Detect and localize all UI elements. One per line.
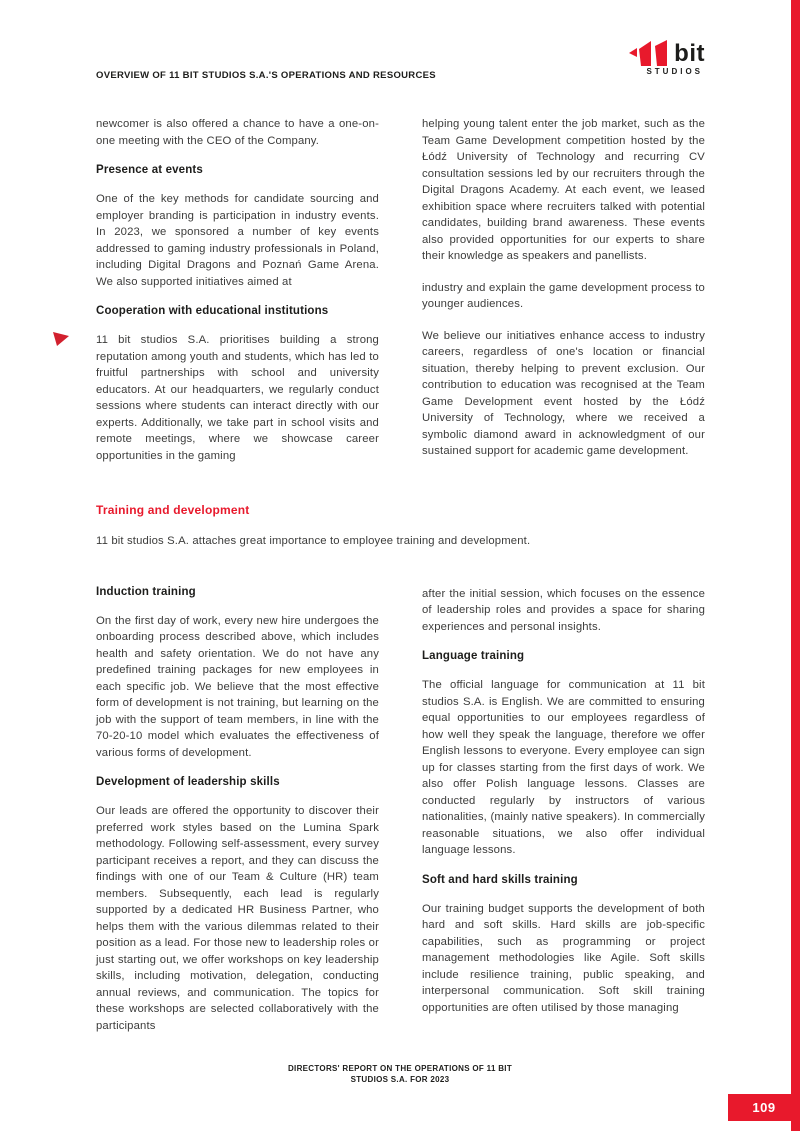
column-right — [422, 116, 705, 479]
heading-cooperation-educational: Cooperation with educational institutions — [96, 305, 329, 317]
heading-leadership-skills: Development of leadership skills — [96, 776, 280, 788]
section-header-title: OVERVIEW OF 11 BIT STUDIOS S.A.'S OPERATIONS AND RESOURCES — [96, 70, 436, 81]
paragraph-induction: On the first day of work, every new hire undergoes the onboarding process described above, which includes health and safety orientation. We do not have any predefined training packages for new employees in each specific job. We believe that the most effective form of development is not training, but learning on the job with the support of team members, in line with the 70-20-10 model which evaluates the effectiveness of various forms of development. — [96, 614, 379, 759]
paragraph-young-talent: helping young talent enter the job market, such as the Team Game Development competition hosted by the Łódź University of Technology and recurring CV consultation sessions led by our recruiters through the Digital Dragons Academy. At each event, we leased exhibition space where recruiters talked with potential candidates, building brand awareness. These events also provided opportunities for our experts to share their knowledge as speakers and panellists. — [422, 118, 705, 262]
section-training-intro — [96, 503, 705, 550]
footer-line-1: DIRECTORS' REPORT ON THE OPERATIONS OF 11 BIT — [287, 1064, 513, 1073]
paragraph-leadership: Our leads are offered the opportunity to discover their preferred work styles based on the Lumina Spark methodology. Following self-assessment, every survey participant receives a report, and they can discuss the findings with one of our Team & Culture (HR) team members. Subsequently, each lead is regularly supported by a dedicated HR Business Partner, who helps them with the various dilemmas related to their position as a lead. For those new to leadership roles or just starting out, we offer workshops on key leadership skills, including motivation, delegation, conducting annual reviews, and communication. The topics for these workshops are selected collaboratively with the participants — [96, 805, 379, 1032]
heading-training-and-development: Training and development — [96, 503, 250, 517]
heading-presence-at-events: Presence at events — [96, 164, 203, 176]
paragraph-language: The official language for communication at 11 bit studios S.A. is English. We are committed to ensuring equal opportunities to our employees regardless of how well they speak the language, therefore we offer English lessons to everyone. Every employee can sign up for classes starting from the first days of work. We also offer Polish language lessons. Classes are conducted regularly by instructors of various nationalities, (mainly native speakers). In commercially reasonable situations, we also offer individual language lessons. — [422, 679, 705, 856]
red-triangle-marker-icon — [52, 328, 70, 346]
heading-language-training: Language training — [422, 650, 525, 662]
paragraph-education-partnerships: 11 bit studios S.A. prioritises building a strong reputation among youth and students, which has led to fruitful partnerships with school and university educators. At our headquarters, we regularly conduct sessions where students can interact directly with our experts. Additionally, we take part in school visits and remote meetings, where we showcase career opportunities in the gaming — [96, 334, 379, 462]
logo-bit-text: bit — [674, 40, 705, 67]
paragraph-events: One of the key methods for candidate sourcing and employer branding is participation in industry events. In 2023, we sponsored a number of key events addressed to gaming industry professionals in Poland, including Digital Dragons and Poznań Game Arena. We also supported initiatives aimed at — [96, 193, 379, 288]
paragraph-skills-budget: Our training budget supports the development of both hard and soft skills. Hard skills are job-specific capabilities, such as programming or project management methodologies like Agile. Soft skills include resilience training, public speaking, and interpersonal communication. Soft skill training opportunities are often utilised by those managing — [422, 902, 705, 1014]
logo-studios-text: STUDIOS — [646, 67, 703, 76]
footer-report-title — [0, 1063, 800, 1085]
logo-row — [629, 40, 705, 66]
paragraph-with-marker — [96, 332, 379, 464]
section-operations — [96, 116, 705, 479]
page-footer — [0, 1063, 800, 1085]
heading-soft-hard-skills: Soft and hard skills training — [422, 873, 578, 886]
page-header — [0, 0, 800, 96]
paragraph-industry-explain: industry and explain the game development process to younger audiences. — [422, 281, 705, 310]
paragraph-training-intro: 11 bit studios S.A. attaches great importance to employee training and development. — [96, 535, 531, 547]
footer-line-2: STUDIOS S.A. FOR 2023 — [350, 1075, 450, 1084]
section-training-details — [96, 586, 705, 1050]
page-edge-accent-bar — [791, 0, 800, 1131]
column-left-bottom — [96, 586, 379, 1050]
column-right-bottom — [422, 586, 705, 1050]
column-left — [96, 116, 379, 479]
paragraph-newcomer: newcomer is also offered a chance to have a one-on-one meeting with the CEO of the Company. — [96, 118, 379, 147]
paragraph-initiatives-access: We believe our initiatives enhance access to industry careers, regardless of one's location or financial situation, thereby helping to prevent exclusion. Our contribution to education was recognised at the Team Game Development event hosted by the Łódź University of Technology, where we received a symbolic diamond award in acknowledgment of our sustained support for academic game development. — [422, 329, 705, 457]
page-body — [0, 96, 800, 1049]
paragraph-after-initial-session: after the initial session, which focuses on the essence of leadership roles and provides a space for sharing experiences and personal insights. — [422, 587, 705, 633]
page-number-badge: 109 — [728, 1094, 800, 1121]
logo-11-icon — [629, 40, 671, 66]
heading-induction-training: Induction training — [96, 585, 196, 598]
company-logo — [629, 40, 705, 76]
